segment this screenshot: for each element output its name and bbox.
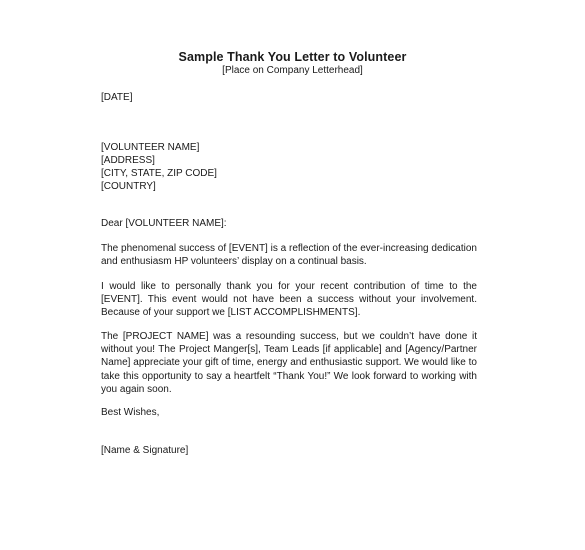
paragraph-1: The phenomenal success of [EVENT] is a reflection of the ever-increasing dedication and enthusiasm HP volunteers’ display on a continual basis. [101,243,477,268]
date-line: [DATE] [101,92,133,103]
closing: Best Wishes, [101,407,160,418]
paragraph-3: The [PROJECT NAME] was a resounding success, but we couldn’t have done it without you! The Project Manger[s], Team Leads [if applicable] and [Agency/Partner Name] appreciate your gift of time, energy and enthusiastic support. We would like to take this opportunity to say a heartfelt “Thank You!” We look forward to working with you again soon. [101,331,477,395]
recipient-address-block [101,141,477,193]
recipient-city: [CITY, STATE, ZIP CODE] [101,168,217,179]
paragraph-2: I would like to personally thank you for your recent contribution of time to the [EVENT]. This event would not have been a success without your involvement. Because of your support we [LIST ACCOMPLISHMENTS]. [101,281,477,319]
letterhead-placeholder: [Place on Company Letterhead] [222,65,363,76]
signature-line: [Name & Signature] [101,445,189,456]
recipient-street: [ADDRESS] [101,155,155,166]
recipient-country: [COUNTRY] [101,181,156,192]
salutation: Dear [VOLUNTEER NAME]: [101,218,227,229]
letter-title: Sample Thank You Letter to Volunteer [178,50,407,64]
recipient-name: [VOLUNTEER NAME] [101,142,200,153]
